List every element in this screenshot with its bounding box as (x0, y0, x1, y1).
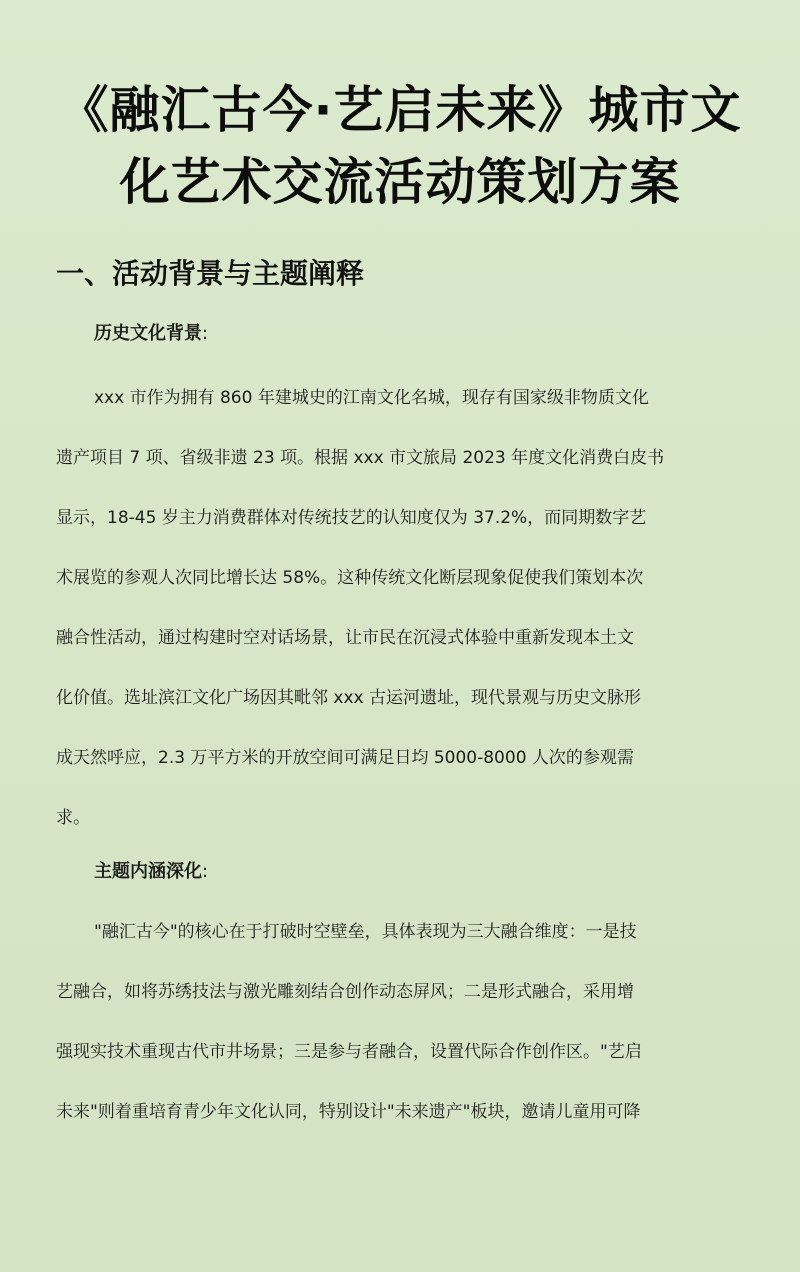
subheading-theme-label: 主题内涵深化 (94, 861, 202, 882)
paragraph-line: 遗产项目 7 项、省级非遗 23 项。根据 xxx 市文旅局 2023 年度文化消费白皮书 (56, 448, 665, 468)
subheading-history-label: 历史文化背景 (94, 323, 202, 344)
paragraph-line: 未来"则着重培育青少年文化认同，特别设计"未来遗产"板块，邀请儿童用可降 (56, 1102, 641, 1122)
subheading-theme (56, 858, 744, 886)
paragraph-line: 显示，18-45 岁主力消费群体对传统技艺的认知度仅为 37.2%，而同期数字艺 (56, 508, 647, 528)
section-heading-background: 一、活动背景与主题阐释 (56, 257, 365, 290)
title-line-2: 化艺术交流活动策划方案 (119, 153, 681, 211)
paragraph-line: 术展览的参观人次同比增长达 58%。这种传统文化断层现象促使我们策划本次 (56, 568, 644, 588)
subheading-theme-colon: : (202, 861, 209, 882)
subheading-history-colon: : (202, 323, 209, 344)
paragraph-line: 化价值。选址滨江文化广场因其毗邻 xxx 古运河遗址，现代景观与历史文脉形 (56, 688, 641, 708)
paragraph-line: 艺融合，如将苏绣技法与激光雕刻结合创作动态屏风；二是形式融合，采用增 (56, 982, 634, 1002)
paragraph-line: xxx 市作为拥有 860 年建城史的江南文化名城，现存有国家级非物质文化 (94, 388, 649, 408)
paragraph-line: 成天然呼应，2.3 万平方米的开放空间可满足日均 5000-8000 人次的参观需 (56, 748, 634, 768)
title-line-1: 《融汇古今·艺启未来》城市文 (58, 81, 742, 139)
paragraph-line: 求。 (56, 808, 90, 828)
document-title (56, 0, 744, 218)
paragraph-history (56, 368, 744, 848)
paragraph-theme (56, 902, 744, 1142)
subheading-history (56, 320, 744, 348)
paragraph-line: "融汇古今"的核心在于打破时空壁垒，具体表现为三大融合维度：一是技 (94, 922, 637, 942)
paragraph-line: 融合性活动，通过构建时空对话场景，让市民在沉浸式体验中重新发现本土文 (56, 628, 634, 648)
paragraph-line: 强现实技术重现古代市井场景；三是参与者融合，设置代际合作创作区。"艺启 (56, 1042, 642, 1062)
